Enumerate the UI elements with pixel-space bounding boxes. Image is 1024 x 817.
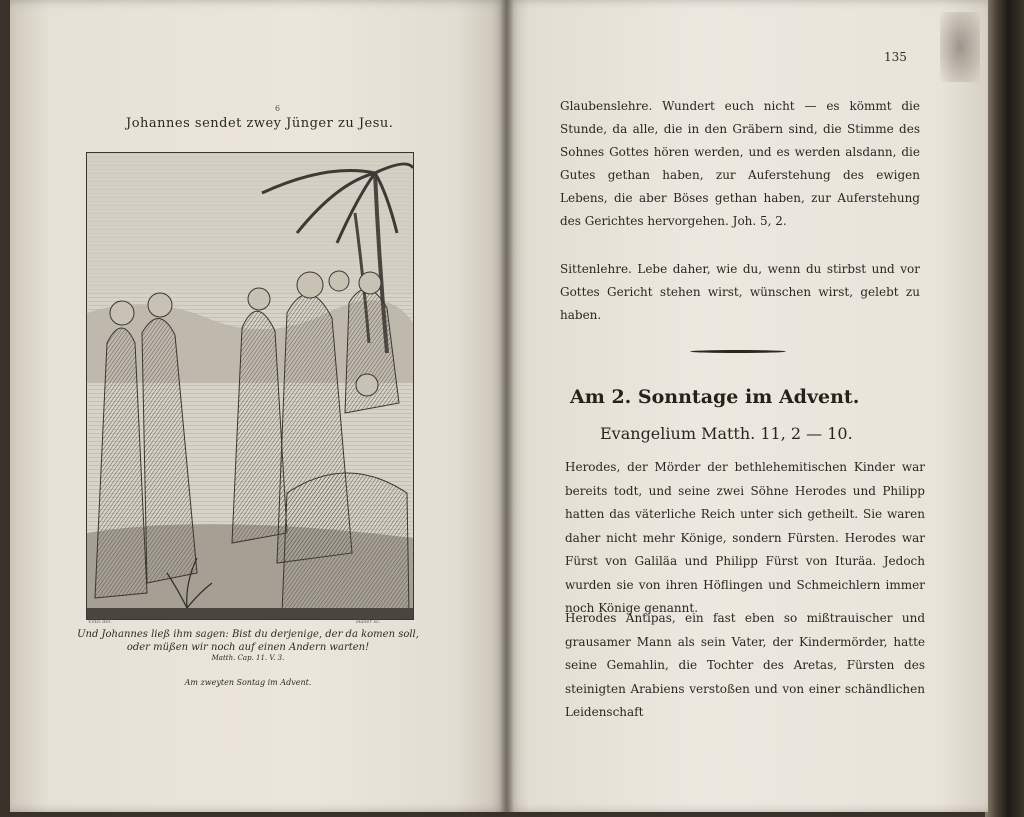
plate-caption xyxy=(70,628,426,687)
paragraph-herodes: Herodes, der Mörder der bethlehemitischen Kinder war bereits todt, und seine zwei Söhne Herodes und Philipp hatten das väterliche Reich unter sich getheilt. Sie waren daher nicht mehr Könige, sondern Fürsten. Herodes war Fürst von Galiläa und Philipp Fürst von Ituräa. Jedoch wurden sie von ihren Höflingen und Schmeichlern immer noch Könige genannt. xyxy=(565,460,925,615)
paragraph-antipas: Herodes Antipas, ein fast eben so mißtrauischer und grausamer Mann als sein Vater, der Kindermörder, hatte seine Gemahlin, die Tochter des Aretas, Fürsten des steinigten Arabiens verstoßen und von einer schändlichen Leidenschaft xyxy=(565,611,925,719)
engraving-image xyxy=(87,153,413,619)
engraver-credit-left: Vinci del. xyxy=(88,619,112,625)
book-cover-edge xyxy=(985,0,1024,817)
plate-mark: 6 xyxy=(275,104,281,113)
caption-sunday: Am zweyten Sontag im Advent. xyxy=(184,678,312,687)
page-number: 135 xyxy=(884,50,907,64)
section-subheading: Evangelium Matth. 11, 2 — 10. xyxy=(600,424,853,443)
caption-reference: Matth. Cap. 11. V. 3. xyxy=(211,654,285,662)
book-gutter xyxy=(500,0,514,812)
page-stain xyxy=(940,12,980,82)
section-divider xyxy=(690,350,786,353)
paragraph-glaubenslehre: Glaubenslehre. Wundert euch nicht — es kömmt die Stunde, da alle, die in den Gräbern sind, die Stimme des Sohnes Gottes hören werden, und es werden alsdann, die Gutes gethan haben, zur Auferstehung des ewigen Lebens, die aber Böses gethan haben, zur Auferstehung des Gerichtes hervorgehen. Joh. 5, 2. xyxy=(560,99,920,228)
caption-line-2: oder müßen wir noch auf einen Andern warten! xyxy=(126,642,370,653)
engraving-illustration xyxy=(86,152,414,620)
paragraph-sittenlehre: Sittenlehre. Lebe daher, wie du, wenn du stirbst und vor Gottes Gericht stehen wirst, wünschen wirst, gelebt zu haben. xyxy=(560,262,920,322)
engraver-credit-right: Haller sc. xyxy=(356,619,381,625)
plate-title: Johannes sendet zwey Jünger zu Jesu. xyxy=(126,116,394,131)
caption-line-1: Und Johannes ließ ihm sagen: Bist du derjenige, der da komen soll, xyxy=(77,629,419,640)
section-heading: Am 2. Sonntage im Advent. xyxy=(570,386,860,408)
